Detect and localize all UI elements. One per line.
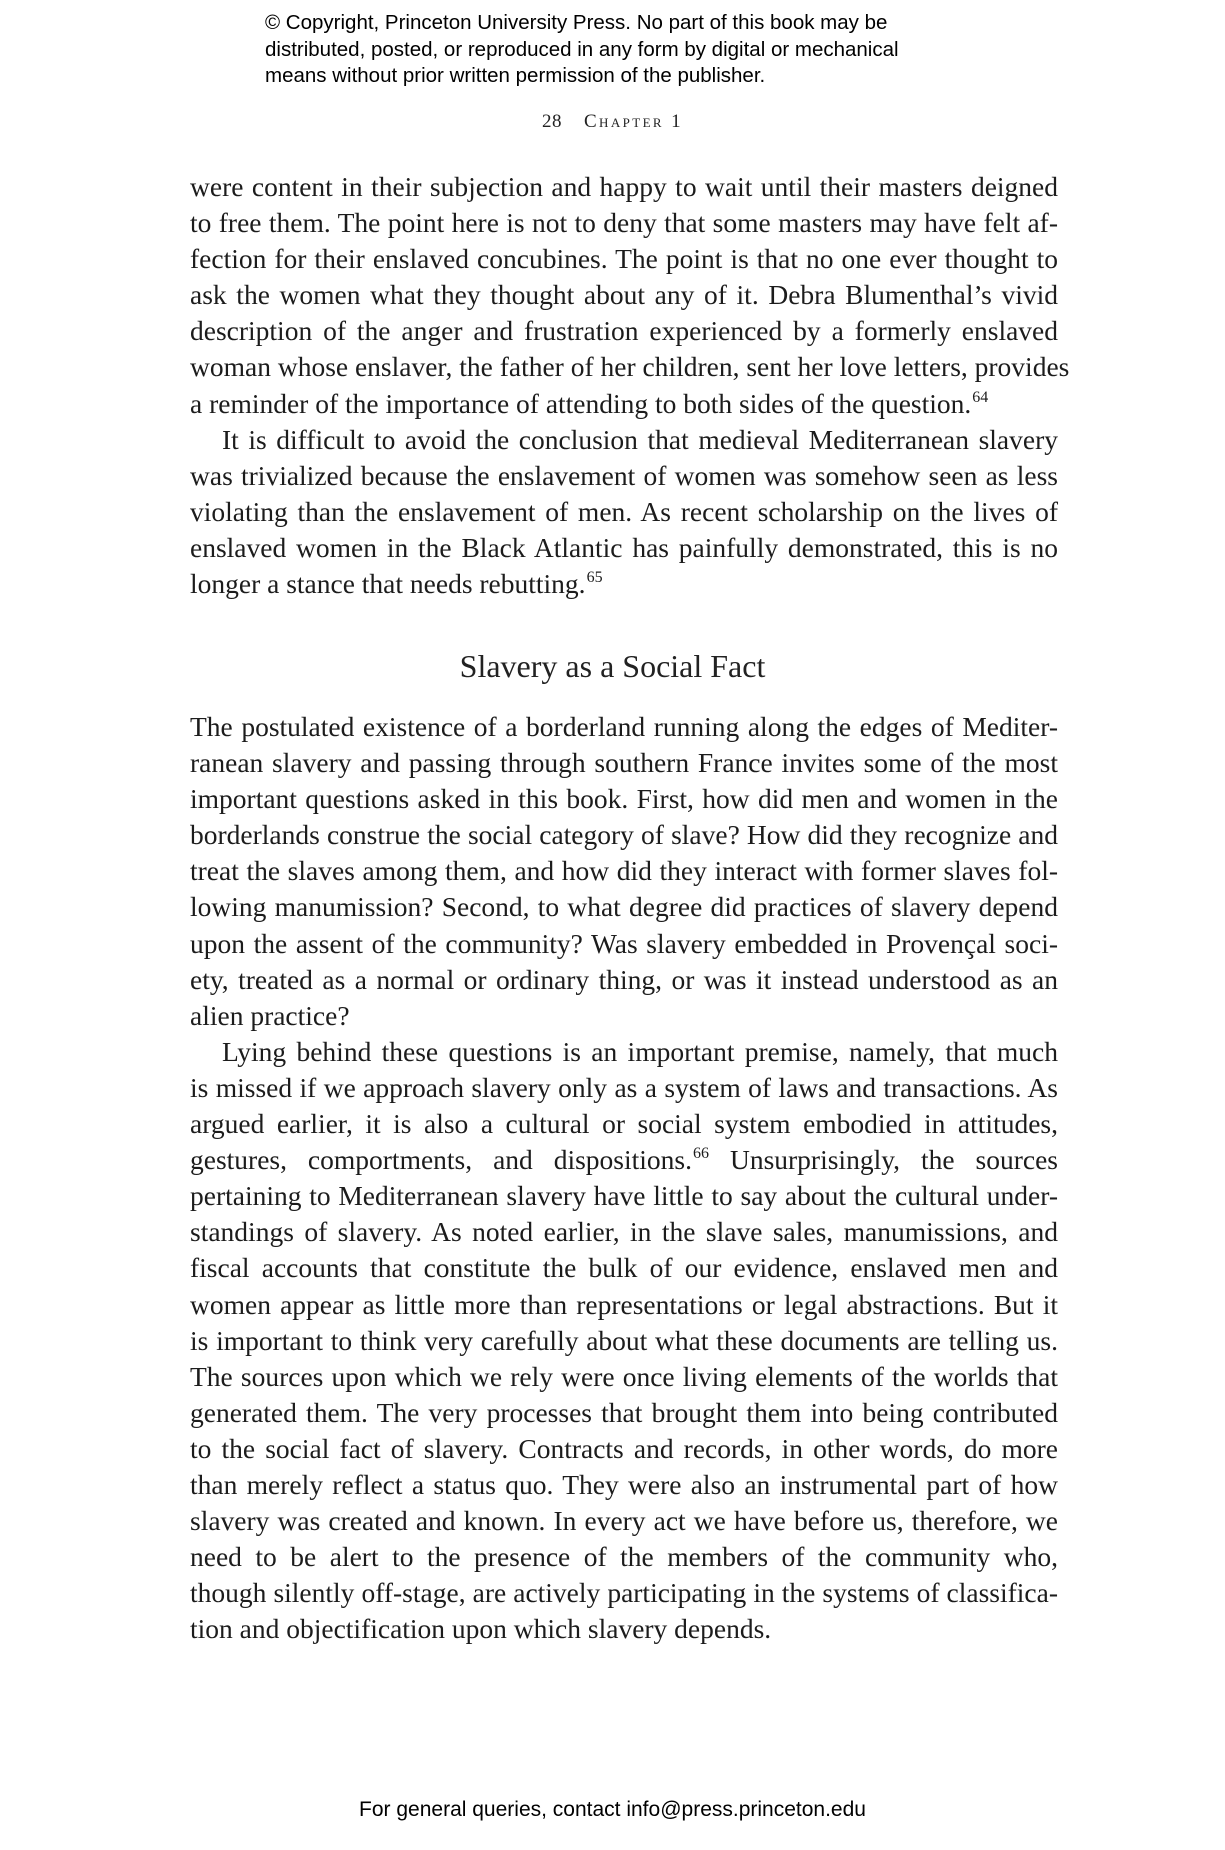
text-line: generated them. The very processes that brought them into being contributed [190,1396,1058,1428]
text-line: woman whose enslaver, the father of her children, sent her love letters, provides [190,351,1070,383]
text-line-content: Unsurprisingly, the sources [709,1144,1058,1176]
body-text-section-2 [190,709,1058,1647]
text-line [190,386,1058,422]
text-line: to free them. The point here is not to deny that some masters may have felt af- [190,207,1058,239]
copyright-line: means without prior written permission of the publisher. [265,64,766,88]
paragraph [190,169,1070,422]
text-line: upon the assent of the community? Was slavery embedded in Provençal soci- [190,927,1058,959]
text-line: enslaved women in the Black Atlantic has painfully demonstrated, this is no [190,531,1058,563]
copyright-notice [265,10,985,90]
text-line: argued earlier, it is also a cultural or social system embodied in attitudes, [190,1108,1058,1140]
text-line: was trivialized because the enslavement of women was somehow seen as less [190,459,1058,491]
text-line: standings of slavery. As noted earlier, in the slave sales, manumissions, and [190,1216,1058,1248]
text-line: women appear as little more than representations or legal abstractions. But it [190,1288,1058,1320]
text-line: Lying behind these questions is an important premise, namely, that much [222,1035,1058,1067]
contact-notice: For general queries, contact info@press.princeton.edu [359,1798,866,1821]
running-head [0,111,1225,133]
text-line-content: a reminder of the importance of attending to both sides of the question. [190,387,972,419]
text-line: fiscal accounts that constitute the bulk of our evidence, enslaved men and [190,1252,1058,1284]
text-line: is important to think very carefully about what these documents are telling us. [190,1324,1058,1356]
text-line: than merely reflect a status quo. They were also an instrumental part of how [190,1468,1058,1500]
text-line: borderlands construe the social category of slave? How did they recognize and [190,819,1058,851]
copyright-line: distributed, posted, or reproduced in any form by digital or mechanical [265,37,899,61]
paragraph [190,1034,1058,1648]
text-line: ety, treated as a normal or ordinary thing, or was it instead understood as an [190,963,1058,995]
text-line: It is difficult to avoid the conclusion that medieval Mediterranean slavery [222,423,1058,455]
page-number: 28 [541,111,562,132]
text-line: treat the slaves among them, and how did they interact with former slaves fol- [190,855,1058,887]
text-line: The sources upon which we rely were once living elements of the worlds that [190,1360,1058,1392]
section-heading: Slavery as a Social Fact [459,648,766,684]
text-line: lowing manumission? Second, to what degree did practices of slavery depend [190,891,1058,923]
text-line-content: longer a stance that needs rebutting. [190,568,586,600]
text-line: slavery was created and known. In every act we have before us, therefore, we [190,1505,1058,1537]
text-line: need to be alert to the presence of the members of the community who, [190,1541,1058,1573]
text-line: is missed if we approach slavery only as a system of laws and transactions. As [190,1071,1058,1103]
text-line: to the social fact of slavery. Contracts and records, in other words, do more [190,1432,1058,1464]
text-line: fection for their enslaved concubines. The point is that no one ever thought to [190,243,1058,275]
footnote-ref-64[interactable]: 64 [972,388,989,406]
text-line [190,1142,1058,1178]
text-line [190,566,1058,602]
text-line: ranean slavery and passing through southern France invites some of the most [190,747,1058,779]
text-line: tion and objectification upon which slavery depends. [190,1613,772,1645]
text-line: ask the women what they thought about any of it. Debra Blumenthal’s vivid [190,279,1058,311]
text-line: The postulated existence of a borderland running along the edges of Mediter- [190,711,1058,742]
chapter-label: Chapter 1 [583,111,684,132]
text-line: important questions asked in this book. First, how did men and women in the [190,783,1058,815]
paragraph [190,709,1058,1034]
copyright-line: © Copyright, Princeton University Press. No part of this book may be [265,11,888,34]
footnote-ref-65[interactable]: 65 [586,569,603,587]
text-line: pertaining to Mediterranean slavery have little to say about the cultural under- [190,1180,1058,1212]
paragraph [190,422,1058,602]
text-line: though silently off-stage, are actively participating in the systems of classifica- [190,1577,1058,1609]
body-text-section-1 [190,169,1070,602]
text-line: alien practice? [190,999,350,1031]
text-line: violating than the enslavement of men. As recent scholarship on the lives of [190,495,1058,527]
text-line: were content in their subjection and happy to wait until their masters deigned [190,171,1058,202]
text-line: description of the anger and frustration experienced by a formerly enslaved [190,315,1058,347]
footnote-ref-66[interactable]: 66 [693,1145,710,1163]
text-line-content: gestures, comportments, and dispositions. [190,1144,693,1176]
